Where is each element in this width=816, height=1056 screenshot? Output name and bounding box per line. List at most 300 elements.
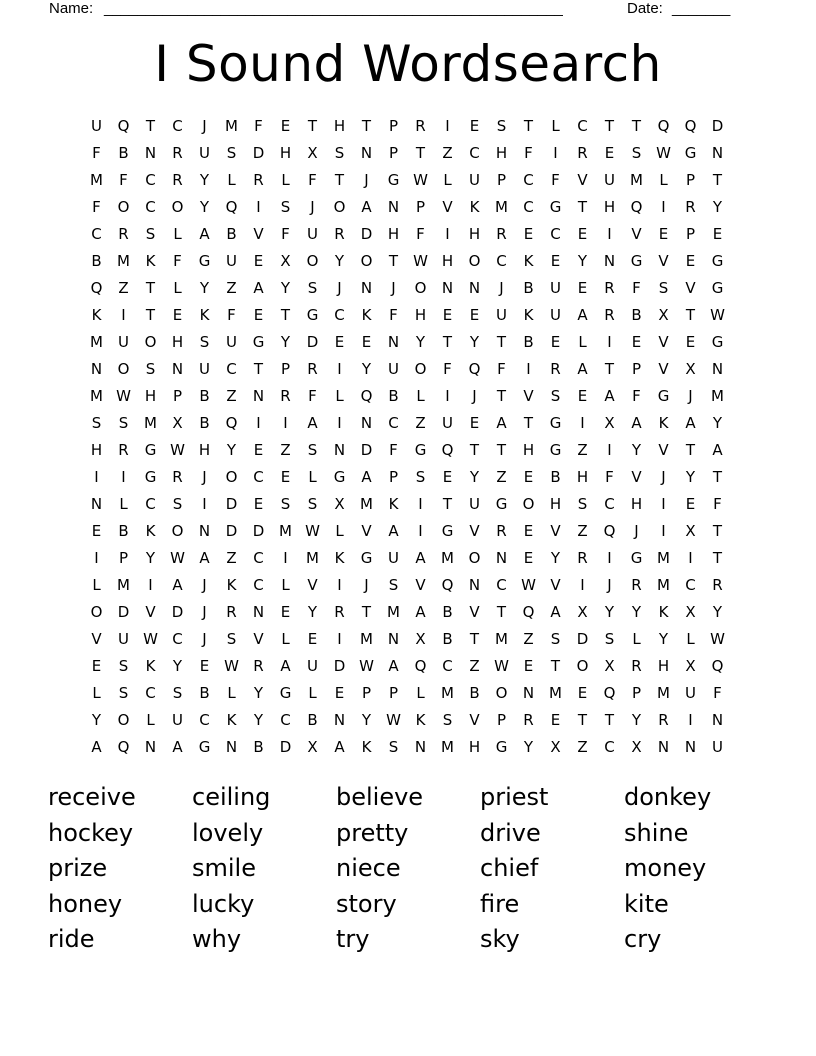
grid-letter[interactable]: Y [550, 549, 561, 567]
grid-letter[interactable]: T [523, 414, 534, 432]
grid-letter[interactable]: H [522, 441, 535, 459]
grid-letter[interactable]: U [496, 306, 507, 324]
grid-letter[interactable]: Q [414, 657, 427, 675]
grid-letter[interactable]: U [388, 360, 399, 378]
grid-letter[interactable]: F [281, 225, 290, 243]
grid-letter[interactable]: M [360, 630, 373, 648]
grid-letter[interactable]: K [199, 306, 210, 324]
grid-letter[interactable]: T [604, 117, 615, 135]
grid-letter[interactable]: N [225, 738, 238, 756]
grid-letter[interactable]: T [577, 711, 588, 729]
grid-letter[interactable]: G [549, 198, 562, 216]
grid-letter[interactable]: O [306, 252, 319, 270]
grid-letter[interactable]: L [578, 333, 587, 351]
grid-letter[interactable]: I [337, 360, 342, 378]
grid-letter[interactable]: U [118, 333, 129, 351]
grid-letter[interactable]: U [91, 117, 102, 135]
grid-letter[interactable]: M [387, 603, 400, 621]
grid-letter[interactable]: A [415, 603, 426, 621]
grid-letter[interactable]: I [283, 414, 288, 432]
grid-letter[interactable]: E [172, 306, 183, 324]
grid-letter[interactable]: J [661, 468, 666, 486]
grid-letter[interactable]: X [334, 495, 345, 513]
grid-letter[interactable]: S [172, 684, 183, 702]
grid-letter[interactable]: H [576, 468, 589, 486]
grid-letter[interactable]: R [550, 360, 561, 378]
grid-letter[interactable]: X [631, 738, 642, 756]
grid-letter[interactable]: L [281, 171, 290, 189]
grid-letter[interactable]: G [198, 738, 211, 756]
grid-letter[interactable]: A [172, 738, 183, 756]
grid-letter[interactable]: Z [226, 279, 237, 297]
grid-letter[interactable]: C [523, 171, 534, 189]
grid-letter[interactable]: U [172, 711, 183, 729]
grid-letter[interactable]: U [685, 684, 696, 702]
grid-letter[interactable]: Q [603, 522, 616, 540]
grid-letter[interactable]: O [117, 198, 130, 216]
grid-letter[interactable]: U [469, 171, 480, 189]
grid-letter[interactable]: K [145, 657, 156, 675]
grid-letter[interactable]: W [143, 630, 158, 648]
grid-letter[interactable]: I [283, 549, 288, 567]
grid-letter[interactable]: S [226, 630, 237, 648]
grid-letter[interactable]: J [202, 468, 207, 486]
grid-letter[interactable]: W [386, 711, 401, 729]
grid-letter[interactable]: L [335, 387, 344, 405]
grid-letter[interactable]: I [148, 576, 153, 594]
grid-letter[interactable]: A [361, 468, 372, 486]
grid-letter[interactable]: P [685, 225, 696, 243]
grid-letter[interactable]: M [117, 252, 130, 270]
grid-letter[interactable]: A [631, 414, 642, 432]
grid-letter[interactable]: H [387, 225, 400, 243]
grid-letter[interactable]: F [389, 441, 398, 459]
grid-letter[interactable]: T [523, 117, 534, 135]
grid-letter[interactable]: A [388, 657, 399, 675]
grid-letter[interactable]: M [144, 414, 157, 432]
grid-letter[interactable]: K [226, 711, 237, 729]
grid-letter[interactable]: T [685, 441, 696, 459]
grid-letter[interactable]: R [604, 306, 615, 324]
grid-letter[interactable]: N [468, 576, 481, 594]
grid-letter[interactable]: U [550, 306, 561, 324]
grid-letter[interactable]: Q [225, 414, 238, 432]
grid-letter[interactable]: E [604, 144, 615, 162]
grid-letter[interactable]: J [202, 576, 207, 594]
grid-letter[interactable]: I [418, 495, 423, 513]
grid-letter[interactable]: L [92, 684, 101, 702]
grid-letter[interactable]: Q [360, 387, 373, 405]
grid-letter[interactable]: S [280, 198, 291, 216]
grid-letter[interactable]: N [414, 738, 427, 756]
grid-letter[interactable]: S [415, 468, 426, 486]
grid-letter[interactable]: P [388, 468, 399, 486]
grid-letter[interactable]: Y [712, 414, 723, 432]
grid-letter[interactable]: O [360, 252, 373, 270]
grid-letter[interactable]: E [280, 468, 291, 486]
grid-letter[interactable]: T [145, 279, 156, 297]
grid-letter[interactable]: C [442, 657, 453, 675]
grid-letter[interactable]: C [172, 117, 183, 135]
grid-letter[interactable]: Z [577, 738, 588, 756]
grid-letter[interactable]: O [117, 360, 130, 378]
grid-letter[interactable]: X [604, 414, 615, 432]
grid-letter[interactable]: U [226, 252, 237, 270]
grid-letter[interactable]: P [685, 171, 696, 189]
grid-letter[interactable]: F [308, 171, 317, 189]
grid-letter[interactable]: T [469, 630, 480, 648]
grid-letter[interactable]: T [496, 387, 507, 405]
grid-letter[interactable]: R [523, 711, 534, 729]
grid-letter[interactable]: A [577, 306, 588, 324]
grid-letter[interactable]: Y [469, 468, 480, 486]
grid-letter[interactable]: Y [415, 333, 426, 351]
grid-letter[interactable]: Y [361, 360, 372, 378]
grid-letter[interactable]: B [523, 279, 534, 297]
grid-letter[interactable]: S [550, 387, 561, 405]
grid-letter[interactable]: D [711, 117, 724, 135]
grid-letter[interactable]: S [577, 495, 588, 513]
grid-letter[interactable]: Y [631, 711, 642, 729]
grid-letter[interactable]: I [580, 576, 585, 594]
grid-letter[interactable]: K [469, 198, 480, 216]
grid-letter[interactable]: T [334, 171, 345, 189]
grid-letter[interactable]: C [280, 711, 291, 729]
grid-letter[interactable]: Y [523, 738, 534, 756]
grid-letter[interactable]: T [496, 603, 507, 621]
grid-letter[interactable]: I [661, 522, 666, 540]
grid-letter[interactable]: R [496, 522, 507, 540]
grid-letter[interactable]: O [171, 198, 184, 216]
grid-letter[interactable]: V [469, 522, 480, 540]
grid-letter[interactable]: F [92, 198, 101, 216]
grid-letter[interactable]: N [603, 252, 616, 270]
grid-letter[interactable]: K [361, 738, 372, 756]
grid-letter[interactable]: V [91, 630, 102, 648]
grid-letter[interactable]: L [146, 711, 155, 729]
grid-letter[interactable]: X [550, 738, 561, 756]
grid-letter[interactable]: G [711, 279, 724, 297]
grid-letter[interactable]: V [469, 711, 480, 729]
grid-letter[interactable]: C [145, 198, 156, 216]
grid-letter[interactable]: X [685, 522, 696, 540]
grid-letter[interactable]: J [472, 387, 477, 405]
grid-letter[interactable]: Z [280, 441, 291, 459]
grid-letter[interactable]: Z [469, 657, 480, 675]
grid-letter[interactable]: H [657, 657, 670, 675]
grid-letter[interactable]: R [577, 144, 588, 162]
grid-letter[interactable]: K [145, 252, 156, 270]
grid-letter[interactable]: S [118, 657, 129, 675]
grid-letter[interactable]: I [688, 549, 693, 567]
grid-letter[interactable]: I [445, 387, 450, 405]
grid-letter[interactable]: W [521, 576, 536, 594]
grid-letter[interactable]: F [389, 306, 398, 324]
grid-letter[interactable]: H [171, 333, 184, 351]
grid-letter[interactable]: Z [577, 441, 588, 459]
grid-letter[interactable]: C [145, 171, 156, 189]
grid-letter[interactable]: E [469, 117, 480, 135]
grid-letter[interactable]: G [711, 252, 724, 270]
grid-letter[interactable]: P [388, 117, 399, 135]
grid-letter[interactable]: Q [711, 657, 724, 675]
grid-letter[interactable]: F [497, 360, 506, 378]
grid-letter[interactable]: F [524, 144, 533, 162]
grid-letter[interactable]: C [91, 225, 102, 243]
grid-letter[interactable]: B [631, 306, 642, 324]
grid-letter[interactable]: E [253, 441, 264, 459]
grid-letter[interactable]: E [550, 711, 561, 729]
grid-letter[interactable]: I [661, 495, 666, 513]
grid-letter[interactable]: T [145, 117, 156, 135]
grid-letter[interactable]: E [577, 279, 588, 297]
grid-letter[interactable]: Y [145, 549, 156, 567]
grid-letter[interactable]: H [333, 117, 346, 135]
grid-letter[interactable]: I [445, 117, 450, 135]
grid-letter[interactable]: P [388, 684, 399, 702]
grid-letter[interactable]: T [496, 441, 507, 459]
grid-letter[interactable]: F [632, 387, 641, 405]
grid-letter[interactable]: E [523, 522, 534, 540]
grid-letter[interactable]: L [308, 684, 317, 702]
grid-letter[interactable]: J [202, 603, 207, 621]
grid-letter[interactable]: E [280, 117, 291, 135]
grid-letter[interactable]: S [145, 360, 156, 378]
grid-letter[interactable]: G [306, 306, 319, 324]
grid-letter[interactable]: V [415, 576, 426, 594]
grid-letter[interactable]: V [253, 630, 264, 648]
grid-letter[interactable]: X [307, 144, 318, 162]
grid-letter[interactable]: L [416, 387, 425, 405]
grid-letter[interactable]: O [468, 252, 481, 270]
grid-letter[interactable]: T [604, 711, 615, 729]
grid-letter[interactable]: L [551, 117, 560, 135]
grid-letter[interactable]: R [334, 603, 345, 621]
grid-letter[interactable]: O [117, 711, 130, 729]
grid-letter[interactable]: G [495, 495, 508, 513]
grid-letter[interactable]: J [310, 198, 315, 216]
grid-letter[interactable]: P [280, 360, 291, 378]
grid-letter[interactable]: I [418, 522, 423, 540]
grid-letter[interactable]: G [441, 522, 454, 540]
grid-letter[interactable]: S [604, 630, 615, 648]
grid-letter[interactable]: D [306, 333, 319, 351]
grid-letter[interactable]: V [631, 225, 642, 243]
grid-letter[interactable]: Z [226, 549, 237, 567]
grid-letter[interactable]: Y [226, 441, 237, 459]
grid-letter[interactable]: X [604, 657, 615, 675]
grid-letter[interactable]: L [173, 279, 182, 297]
grid-letter[interactable]: U [118, 630, 129, 648]
grid-letter[interactable]: W [116, 387, 131, 405]
grid-letter[interactable]: F [308, 387, 317, 405]
grid-letter[interactable]: M [279, 522, 292, 540]
grid-letter[interactable]: L [335, 522, 344, 540]
grid-letter[interactable]: G [144, 441, 157, 459]
grid-letter[interactable]: G [630, 549, 643, 567]
grid-letter[interactable]: O [414, 360, 427, 378]
grid-letter[interactable]: R [226, 603, 237, 621]
grid-letter[interactable]: S [145, 225, 156, 243]
grid-letter[interactable]: D [117, 603, 130, 621]
grid-letter[interactable]: T [685, 306, 696, 324]
grid-letter[interactable]: F [173, 252, 182, 270]
grid-letter[interactable]: R [253, 657, 264, 675]
grid-letter[interactable]: N [144, 738, 157, 756]
grid-letter[interactable]: J [364, 171, 369, 189]
grid-letter[interactable]: F [119, 171, 128, 189]
grid-letter[interactable]: Q [117, 117, 130, 135]
grid-letter[interactable]: Z [415, 414, 426, 432]
grid-letter[interactable]: Y [307, 603, 318, 621]
grid-letter[interactable]: C [685, 576, 696, 594]
grid-letter[interactable]: M [657, 549, 670, 567]
grid-letter[interactable]: Y [361, 711, 372, 729]
grid-letter[interactable]: H [144, 387, 157, 405]
grid-letter[interactable]: P [631, 684, 642, 702]
grid-letter[interactable]: S [550, 630, 561, 648]
grid-letter[interactable]: M [495, 198, 508, 216]
grid-letter[interactable]: E [253, 252, 264, 270]
grid-letter[interactable]: N [90, 360, 103, 378]
grid-letter[interactable]: S [496, 117, 507, 135]
grid-letter[interactable]: M [495, 630, 508, 648]
grid-letter[interactable]: C [604, 738, 615, 756]
grid-letter[interactable]: L [659, 171, 668, 189]
grid-letter[interactable]: G [333, 468, 346, 486]
grid-letter[interactable]: B [442, 603, 453, 621]
grid-letter[interactable]: Y [172, 657, 183, 675]
grid-letter[interactable]: M [441, 684, 454, 702]
grid-letter[interactable]: H [549, 495, 562, 513]
grid-letter[interactable]: K [523, 306, 534, 324]
grid-letter[interactable]: R [415, 117, 426, 135]
grid-letter[interactable]: S [91, 414, 102, 432]
grid-letter[interactable]: Z [496, 468, 507, 486]
grid-letter[interactable]: A [388, 522, 399, 540]
grid-letter[interactable]: V [253, 225, 264, 243]
grid-letter[interactable]: A [307, 414, 318, 432]
grid-letter[interactable]: P [496, 711, 507, 729]
grid-letter[interactable]: L [227, 684, 236, 702]
grid-letter[interactable]: E [685, 252, 696, 270]
grid-letter[interactable]: M [441, 549, 454, 567]
grid-letter[interactable]: C [226, 360, 237, 378]
grid-letter[interactable]: N [711, 711, 724, 729]
grid-letter[interactable]: C [145, 684, 156, 702]
grid-letter[interactable]: N [657, 738, 670, 756]
grid-letter[interactable]: I [580, 414, 585, 432]
grid-letter[interactable]: W [359, 657, 374, 675]
grid-letter[interactable]: V [523, 387, 534, 405]
grid-letter[interactable]: E [712, 225, 723, 243]
grid-letter[interactable]: W [413, 252, 428, 270]
grid-letter[interactable]: E [577, 225, 588, 243]
grid-letter[interactable]: W [494, 657, 509, 675]
grid-letter[interactable]: A [361, 198, 372, 216]
grid-letter[interactable]: D [576, 630, 589, 648]
grid-letter[interactable]: V [550, 576, 561, 594]
grid-letter[interactable]: A [253, 279, 264, 297]
grid-letter[interactable]: D [171, 603, 184, 621]
grid-letter[interactable]: Y [631, 603, 642, 621]
grid-letter[interactable]: T [442, 333, 453, 351]
grid-letter[interactable]: I [607, 441, 612, 459]
grid-letter[interactable]: I [688, 711, 693, 729]
grid-letter[interactable]: H [414, 306, 427, 324]
grid-letter[interactable]: Q [657, 117, 670, 135]
grid-letter[interactable]: T [712, 171, 723, 189]
grid-letter[interactable]: Y [253, 711, 264, 729]
grid-letter[interactable]: R [172, 171, 183, 189]
grid-letter[interactable]: A [496, 414, 507, 432]
grid-letter[interactable]: D [279, 738, 292, 756]
grid-letter[interactable]: S [307, 495, 318, 513]
grid-letter[interactable]: C [199, 711, 210, 729]
grid-letter[interactable]: C [172, 630, 183, 648]
grid-letter[interactable]: G [549, 414, 562, 432]
grid-letter[interactable]: J [688, 387, 693, 405]
grid-letter[interactable]: M [657, 576, 670, 594]
grid-letter[interactable]: X [280, 252, 291, 270]
grid-letter[interactable]: N [522, 684, 535, 702]
grid-letter[interactable]: T [712, 522, 723, 540]
grid-letter[interactable]: N [387, 333, 400, 351]
grid-letter[interactable]: C [496, 576, 507, 594]
grid-letter[interactable]: N [333, 711, 346, 729]
grid-letter[interactable]: F [632, 279, 641, 297]
grid-letter[interactable]: C [469, 144, 480, 162]
grid-letter[interactable]: R [631, 576, 642, 594]
grid-letter[interactable]: U [307, 657, 318, 675]
grid-letter[interactable]: D [360, 441, 373, 459]
grid-letter[interactable]: B [523, 333, 534, 351]
grid-letter[interactable]: T [415, 144, 426, 162]
grid-letter[interactable]: G [387, 171, 400, 189]
grid-letter[interactable]: R [118, 441, 129, 459]
grid-letter[interactable]: A [91, 738, 102, 756]
grid-letter[interactable]: A [334, 738, 345, 756]
grid-letter[interactable]: R [604, 279, 615, 297]
grid-letter[interactable]: I [256, 414, 261, 432]
grid-letter[interactable]: V [550, 522, 561, 540]
grid-letter[interactable]: L [443, 171, 452, 189]
grid-letter[interactable]: E [334, 684, 345, 702]
grid-letter[interactable]: I [337, 630, 342, 648]
grid-letter[interactable]: I [337, 414, 342, 432]
grid-letter[interactable]: O [225, 468, 238, 486]
grid-letter[interactable]: S [307, 441, 318, 459]
grid-letter[interactable]: Q [90, 279, 103, 297]
grid-letter[interactable]: J [202, 117, 207, 135]
grid-letter[interactable]: Y [253, 684, 264, 702]
grid-letter[interactable]: E [280, 603, 291, 621]
grid-letter[interactable]: U [550, 279, 561, 297]
grid-letter[interactable]: Y [658, 630, 669, 648]
grid-letter[interactable]: A [604, 387, 615, 405]
grid-letter[interactable]: L [308, 468, 317, 486]
grid-letter[interactable]: U [712, 738, 723, 756]
grid-letter[interactable]: A [685, 414, 696, 432]
grid-letter[interactable]: G [279, 684, 292, 702]
grid-letter[interactable]: K [415, 711, 426, 729]
grid-letter[interactable]: K [658, 414, 669, 432]
grid-letter[interactable]: C [550, 225, 561, 243]
grid-letter[interactable]: N [360, 144, 373, 162]
grid-letter[interactable]: Q [225, 198, 238, 216]
grid-letter[interactable]: Q [603, 684, 616, 702]
grid-letter[interactable]: N [711, 144, 724, 162]
